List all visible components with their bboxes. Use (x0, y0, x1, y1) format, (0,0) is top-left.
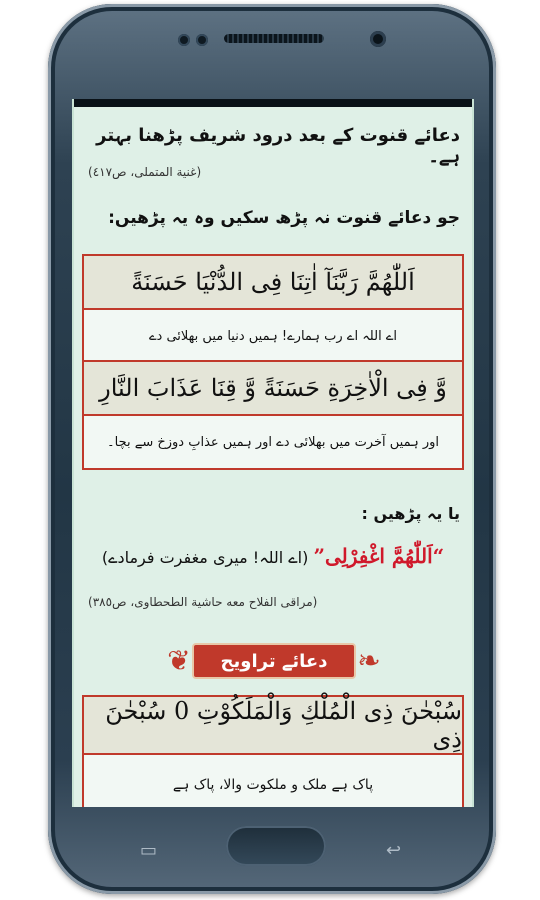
front-camera (370, 31, 386, 47)
home-button[interactable] (226, 826, 326, 866)
dua-3-translation: (اے اللہ! میری مغفرت فرمادے) (101, 548, 309, 567)
dua-4-arabic: سُبْحٰنَ ذِى الْمُلْكِ وَالْمَلَكُوْتِ 0 سُبْحٰنَ ذِى (84, 697, 462, 755)
reference-1: (غنية المتملى، ص٤١٧) (88, 165, 202, 179)
front-sensor (196, 34, 208, 46)
status-bar (74, 99, 472, 107)
dua-4-translation: پاک ہے ملک و ملکوت والا، پاک ہے (172, 777, 374, 793)
intro-text: دعائے قنوت کے بعد درود شریف پڑھنا بہتر ہے۔ (96, 125, 460, 167)
dua-panel-3 (82, 695, 464, 807)
ornament-icon: ❦ (167, 644, 191, 677)
dua-1-arabic: اَللّٰهُمَّ رَبَّنَآ اٰتِنَا فِى الدُّنْيَا حَسَنَةً (84, 256, 462, 310)
dua-panel-2 (82, 360, 464, 470)
reference-2: (مراقى الفلاح معه حاشية الطحطاوى، ص٣٨٥) (88, 595, 318, 609)
dua-panel-1 (82, 254, 464, 364)
banner-title: دعائے تراویح (192, 643, 356, 679)
ornament-icon: ❧ (357, 644, 381, 677)
dua-2-translation: اور ہمیں آخرت میں بھلائی دے اور ہمیں عذابِ دوزخ سے بچا۔ (106, 434, 440, 450)
recent-apps-icon[interactable]: ▭ (140, 840, 158, 861)
dua-1-translation: اے اللہ اے رب ہمارے! ہمیں دنیا میں بھلائی دے (148, 328, 398, 344)
earpiece-speaker (224, 34, 324, 43)
dua-3 (84, 544, 462, 568)
app-screen[interactable] (72, 99, 474, 807)
dua-2-arabic: وَّ فِى الْاٰخِرَةِ حَسَنَةً وَّ قِنَا عَذَابَ النَّارِ (84, 362, 462, 416)
front-sensor (178, 34, 190, 46)
phone-frame (48, 4, 496, 894)
back-arrow-icon[interactable]: ↩ (386, 840, 402, 861)
alternative-text: یا یہ پڑھیں : (361, 504, 460, 523)
section-banner (164, 639, 384, 683)
instruction-text: جو دعائے قنوت نہ پڑھ سکیں وہ یہ پڑھیں: (108, 208, 460, 228)
dua-3-arabic: “اَللّٰهُمَّ اغْفِرْلِى” (313, 544, 445, 568)
